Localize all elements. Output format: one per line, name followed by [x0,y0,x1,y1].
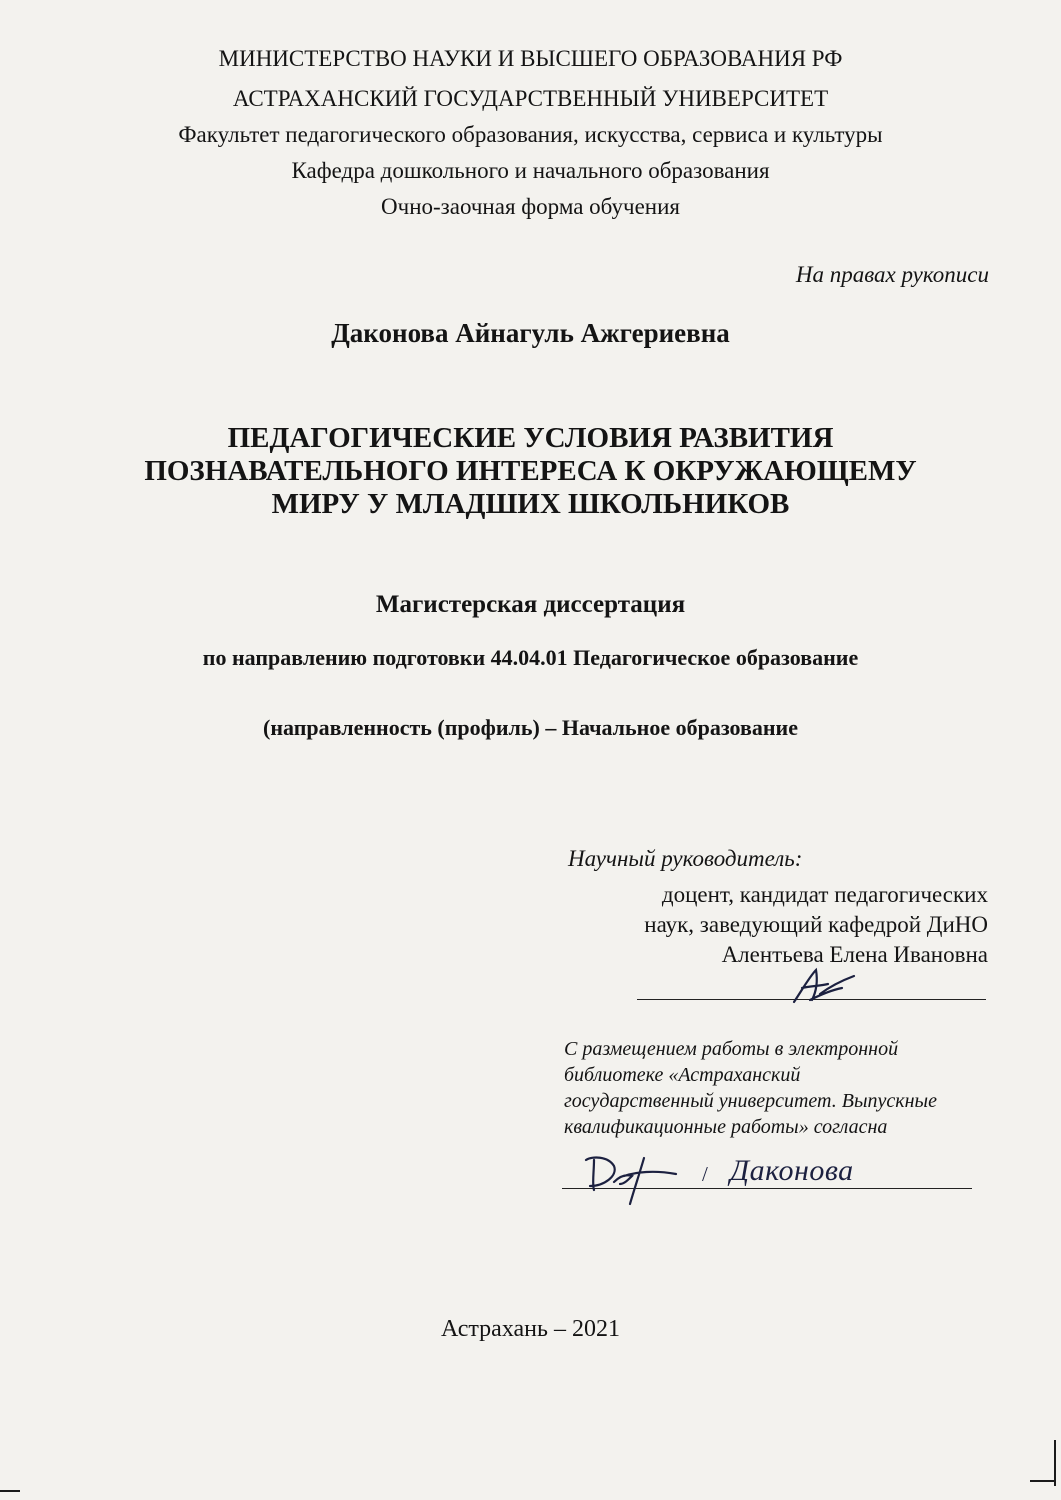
manuscript-note: На правах рукописи [795,262,989,287]
scan-edge-mark [1054,1440,1056,1486]
consent-line-3: государственный университет. Выпускные [564,1090,937,1112]
scan-edge-mark [1030,1480,1054,1482]
city-year: Астрахань – 2021 [441,1316,620,1342]
direction-line: по направлению подготовки 44.04.01 Педагогическое образование [202,645,859,670]
faculty-line: Факультет педагогического образования, искусства, сервиса и культуры [178,122,883,147]
consent-line-2: библиотеке «Астраханский [564,1064,801,1086]
study-form-line: Очно-заочная форма обучения [381,194,680,219]
thesis-title-line-3: МИРУ У МЛАДШИХ ШКОЛЬНИКОВ [271,488,790,520]
ministry-line: МИНИСТЕРСТВО НАУКИ И ВЫСШЕГО ОБРАЗОВАНИЯ РФ [218,46,843,71]
work-type: Магистерская диссертация [375,591,686,618]
signature-slash: / [702,1162,708,1186]
supervisor-position-line-1: доцент, кандидат педагогических [661,882,988,907]
supervisor-name: Алентьева Елена Ивановна [721,942,988,967]
university-line: АСТРАХАНСКИЙ ГОСУДАРСТВЕННЫЙ УНИВЕРСИТЕТ [232,86,829,111]
scan-edge-mark [0,1490,20,1492]
student-initials-signature-icon [574,1150,694,1208]
author-name: Даконова Айнагуль Ажгериевна [331,318,730,348]
supervisor-signature-icon [780,964,860,1010]
consent-line-4: квалификационные работы» согласна [564,1116,888,1138]
student-signature: Даконова [730,1154,854,1187]
consent-line-1: С размещением работы в электронной [564,1038,899,1060]
profile-line: (направленность (профиль) – Начальное образование [263,715,798,740]
supervisor-label: Научный руководитель: [568,846,803,871]
supervisor-position-line-2: наук, заведующий кафедрой ДиНО [644,912,988,937]
department-line: Кафедра дошкольного и начального образования [291,158,770,183]
thesis-title-line-2: ПОЗНАВАТЕЛЬНОГО ИНТЕРЕСА К ОКРУЖАЮЩЕМУ [144,455,917,487]
thesis-title-line-1: ПЕДАГОГИЧЕСКИЕ УСЛОВИЯ РАЗВИТИЯ [227,422,834,454]
